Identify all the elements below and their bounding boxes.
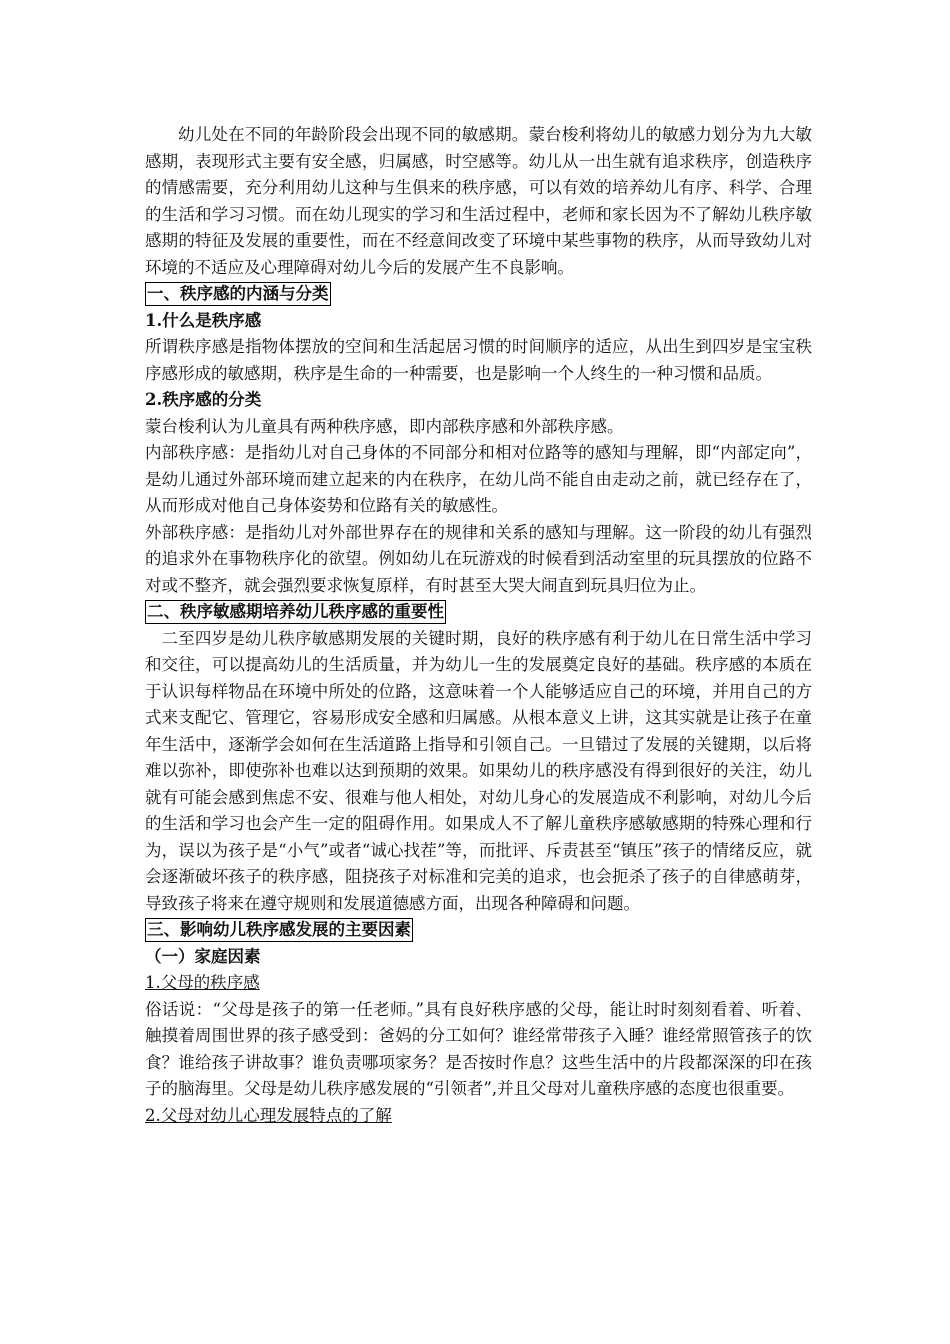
section2-heading: 二、秩序敏感期培养幼儿秩序感的重要性: [145, 600, 446, 624]
section3-heading-row: [145, 917, 812, 944]
section1-heading: 一、秩序感的内涵与分类: [145, 282, 331, 306]
intro-paragraph: 幼儿处在不同的年龄阶段会出现不同的敏感期。蒙台梭利将幼儿的敏感力划分为九大敏感期，表现形式主要有安全感，归属感，时空感等。幼儿从一出生就有追求秩序，创造秩序的情感需要，充分利用幼儿这种与生俱来的秩序感，可以有效的培养幼儿有序、科学、合理的生活和学习习惯。而在幼儿现实的学习和生活过程中，老师和家长因为不了解幼儿秩序敏感期的特征及发展的重要性，而在不经意间改变了环境中某些事物的秩序，从而导致幼儿对环境的不适应及心理障碍对幼儿今后的发展产生不良影响。: [145, 125, 812, 277]
section2-heading-row: [145, 599, 812, 626]
document-body: [145, 122, 812, 1129]
section1-sub2-heading: 2.秩序感的分类: [145, 390, 262, 409]
section1-sub1-heading: 1.什么是秩序感: [145, 310, 262, 330]
section1-sub1-paragraph: 所谓秩序感是指物体摆放的空间和生活起居习惯的时间顺序的适应，从出生到四岁是宝宝秩序感形成的敏感期，秩序是生命的一种需要，也是影响一个人终生的一种习惯和品质。: [145, 337, 812, 383]
section3-item1-paragraph: 俗话说：“父母是孩子的第一任老师。”具有良好秩序感的父母，能让时时刻刻看着、听着、触摸着周围世界的孩子感受到：爸妈的分工如何？谁经常带孩子入睡？谁经常照管孩子的饮食？谁给孩子讲故事？谁负责哪项家务？是否按时作息？这些生活中的片段都深深的印在孩子的脑海里。父母是幼儿秩序感发展的“引领者”,并且父母对儿童秩序感的态度也很重要。: [145, 999, 812, 1098]
section3-heading: 三、影响幼儿秩序感发展的主要因素: [145, 918, 413, 942]
section2-paragraph: 二至四岁是幼儿秩序敏感期发展的关键时期，良好的秩序感有利于幼儿在日常生活中学习和交往，可以提高幼儿的生活质量，并为幼儿一生的发展奠定良好的基础。秩序感的本质在于认识每样物品在环境中所处的位路，这意味着一个人能够适应自己的环境，并用自己的方式来支配它、管理它，容易形成安全感和归属感。从根本意义上讲，这其实就是让孩子在童年生活中，逐渐学会如何在生活道路上指导和引领自己。一旦错过了发展的关键期，以后将难以弥补，即使弥补也难以达到预期的效果。如果幼儿的秩序感没有得到很好的关注，幼儿就有可能会感到焦虑不安、很难与他人相处，对幼儿身心的发展造成不利影响，对幼儿今后的生活和学习也会产生一定的阻碍作用。如果成人不了解儿童秩序感敏感期的特殊心理和行为，误以为孩子是“小气”或者“诚心找茬”等，而批评、斥责甚至“镇压”孩子的情绪反应，就会逐渐破坏孩子的秩序感，阻挠孩子对标准和完美的追求，也会扼杀了孩子的自律感萌芽，导致孩子将来在遵守规则和发展道德感方面，出现各种障碍和问题。: [145, 628, 812, 913]
section3-item2-heading: 2.父母对幼儿心理发展特点的了解: [145, 1105, 392, 1125]
section3-item1-heading: 1.父母的秩序感: [145, 973, 260, 992]
section1-sub2-paragraph-3: 外部秩序感：是指幼儿对外部世界存在的规律和关系的感知与理解。这一阶段的幼儿有强烈的追求外在事物秩序化的欲望。例如幼儿在玩游戏的时候看到活动室里的玩具摆放的位路不对或不整齐，就会强烈要求恢复原样，有时甚至大哭大闹直到玩具归位为止。: [145, 522, 812, 595]
section1-heading-row: [145, 281, 812, 308]
section3-subheading: （一）家庭因素: [145, 946, 261, 966]
section1-sub2-paragraph-1: 蒙台梭利认为儿童具有两种秩序感，即内部秩序感和外部秩序感。: [145, 416, 624, 436]
section1-sub2-paragraph-2: 内部秩序感：是指幼儿对自己身体的不同部分和相对位路等的感知与理解，即“内部定向”，是幼儿通过外部环境而建立起来的内在秩序，在幼儿尚不能自由走动之前，就已经存在了，从而形成对他自己身体姿势和位路有关的敏感性。: [145, 443, 812, 515]
